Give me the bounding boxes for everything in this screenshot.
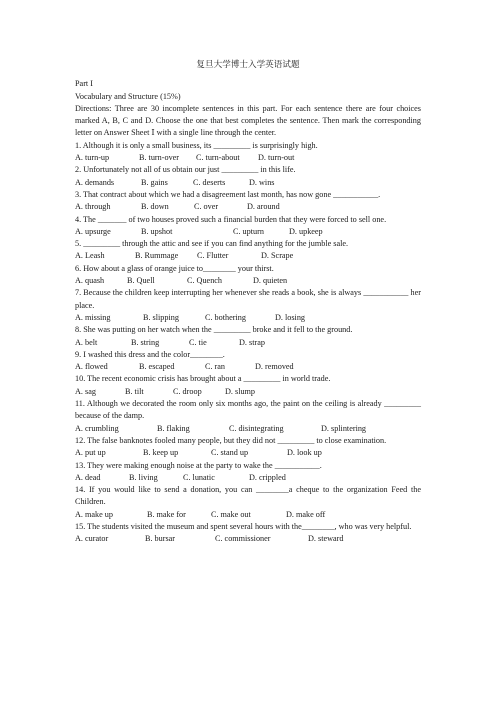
answer-option: A. flowed <box>75 362 108 372</box>
question-item <box>75 140 421 165</box>
question-stem: 4. The _______ of two houses proved such a financial burden that they were forced to sell one. <box>75 214 387 224</box>
answer-option: B. upshot <box>141 226 173 236</box>
question-item <box>75 189 421 214</box>
answer-options <box>75 226 421 238</box>
answer-option: C. commissioner <box>215 534 271 544</box>
answer-option: A. crumbling <box>75 423 119 433</box>
answer-option: B. living <box>129 472 158 482</box>
answer-option: D. crippled <box>249 472 286 482</box>
answer-option: C. Flutter <box>197 251 229 261</box>
question-item <box>75 263 421 288</box>
answer-option: A. turn-up <box>75 153 110 163</box>
answer-options <box>75 472 421 484</box>
answer-options <box>75 361 421 373</box>
answer-options <box>75 177 421 189</box>
question-item <box>75 214 421 239</box>
answer-option: B. flaking <box>157 423 190 433</box>
question-stem: 13. They were making enough noise at the party to wake the ___________. <box>75 460 322 470</box>
answer-options <box>75 152 421 164</box>
answer-option: B. slipping <box>143 312 179 322</box>
question-item <box>75 484 421 521</box>
answer-option: A. quash <box>75 276 105 286</box>
answer-option: C. droop <box>173 386 202 396</box>
answer-option: B. make for <box>147 509 186 519</box>
answer-option: D. look up <box>287 448 322 458</box>
answer-option: C. disintegrating <box>229 423 284 433</box>
answer-option: D. strap <box>239 337 265 347</box>
question-item <box>75 164 421 189</box>
answer-option: B. escaped <box>139 362 175 372</box>
question-list <box>75 140 421 546</box>
question-item <box>75 373 421 398</box>
answer-option: C. ran <box>205 362 226 372</box>
answer-option: B. string <box>131 337 160 347</box>
answer-option: B. bursar <box>145 534 176 544</box>
document-page <box>75 58 421 546</box>
answer-option: C. stand up <box>211 448 249 458</box>
answer-option: A. put up <box>75 448 106 458</box>
answer-option: D. losing <box>275 312 306 322</box>
answer-options <box>75 509 421 521</box>
answer-option: C. make out <box>211 509 251 519</box>
answer-option: C. over <box>194 202 219 212</box>
question-stem: 3. That contract about which we had a disagreement last month, has now gone ___________. <box>75 189 381 199</box>
question-stem: 9. I washed this dress and the color________. <box>75 349 225 359</box>
answer-options <box>75 201 421 213</box>
answer-option: B. tilt <box>125 386 144 396</box>
directions-text: Directions: Three are 30 incomplete sentences in this part. For each sentence there are four choices marked A, B, C and D. Choose the one that best completes the sentence. Then mark the corresponding letter on Answer Sheet Ⅰ with a single line through the center. <box>75 103 421 138</box>
answer-option: B. Rummage <box>135 251 179 261</box>
document-title: 复旦大学博士入学英语试题 <box>196 59 300 69</box>
answer-options <box>75 386 421 398</box>
answer-option: B. keep up <box>143 448 179 458</box>
answer-option: C. upturn <box>233 226 264 236</box>
answer-option: A. belt <box>75 337 98 347</box>
answer-option: B. gains <box>141 177 168 187</box>
question-stem: 14. If you would like to send a donation, you can ________a cheque to the organization Feed the Children. <box>75 485 421 507</box>
answer-option: D. turn-out <box>258 153 295 163</box>
answer-option: C. Quench <box>187 276 223 286</box>
answer-option: D. steward <box>308 534 344 544</box>
answer-option: B. Quell <box>127 276 155 286</box>
answer-option: D. upkeep <box>289 226 323 236</box>
answer-options <box>75 337 421 349</box>
question-item <box>75 435 421 460</box>
question-stem: 11. Although we decorated the room only six months ago, the paint on the ceiling is already _________ because of the damp. <box>75 399 421 421</box>
answer-option: A. curator <box>75 534 109 544</box>
answer-options <box>75 312 421 324</box>
question-stem: 6. How about a glass of orange juice to________ your thirst. <box>75 263 274 273</box>
question-stem: 1. Although it is only a small business, its _________ is surprisingly high. <box>75 140 318 150</box>
question-stem: 8. She was putting on her watch when the _________ broke and it fell to the ground. <box>75 325 353 335</box>
question-item <box>75 521 421 546</box>
answer-options <box>75 423 421 435</box>
answer-options <box>75 275 421 287</box>
question-item <box>75 287 421 324</box>
answer-option: A. dead <box>75 472 101 482</box>
answer-option: A. sag <box>75 386 96 396</box>
question-item <box>75 398 421 435</box>
answer-option: D. around <box>247 202 280 212</box>
question-item <box>75 324 421 349</box>
answer-option: C. lunatic <box>183 472 215 482</box>
answer-option: D. slump <box>225 386 256 396</box>
answer-option: A. make up <box>75 509 113 519</box>
answer-option: A. demands <box>75 177 115 187</box>
question-stem: 2. Unfortunately not all of us obtain our just _________ in this life. <box>75 165 296 175</box>
answer-option: A. upsurge <box>75 226 111 236</box>
question-stem: 7. Because the children keep interrupting her whenever she reads a book, she is always ___________ her place. <box>75 288 421 310</box>
answer-option: A. Leash <box>75 251 105 261</box>
part-heading: Part I <box>75 79 93 89</box>
answer-option: C. deserts <box>193 177 226 187</box>
question-stem: 10. The recent economic crisis has brought about a _________ in world trade. <box>75 374 331 384</box>
answer-option: D. quieten <box>253 276 288 286</box>
answer-option: A. missing <box>75 312 111 322</box>
answer-option: D. Scrape <box>261 251 294 261</box>
answer-options <box>75 447 421 459</box>
question-item <box>75 349 421 374</box>
answer-option: D. wins <box>249 177 275 187</box>
answer-option: A. through <box>75 202 111 212</box>
answer-option: B. turn-over <box>139 153 180 163</box>
answer-option: D. splintering <box>321 423 367 433</box>
question-stem: 5. _________ through the attic and see if you can find anything for the jumble sale. <box>75 239 349 249</box>
question-stem: 12. The false banknotes fooled many people, but they did not _________ to close examination. <box>75 435 387 445</box>
answer-option: C. tie <box>189 337 207 347</box>
answer-option: D. make off <box>286 509 326 519</box>
answer-options <box>75 533 421 545</box>
question-stem: 15. The students visited the museum and spent several hours with the________, who was very helpful. <box>75 521 412 531</box>
question-item <box>75 460 421 485</box>
answer-options <box>75 250 421 262</box>
question-item <box>75 238 421 263</box>
answer-option: B. down <box>141 202 169 212</box>
section-heading: Vocabulary and Structure (15%) <box>75 91 181 101</box>
answer-option: C. turn-about <box>196 153 240 163</box>
answer-option: D. removed <box>255 362 294 372</box>
answer-option: C. bothering <box>205 312 246 322</box>
